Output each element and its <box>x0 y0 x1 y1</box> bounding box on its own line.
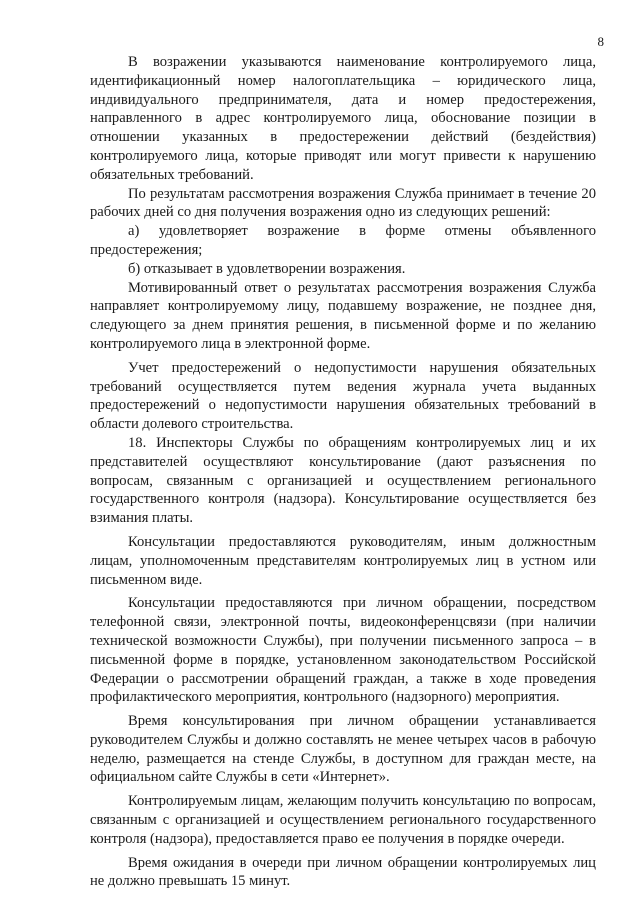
paragraph-decision-a: а) удовлетворяет возражение в форме отмены объявленного предостережения; <box>90 223 596 258</box>
paragraph-consulting-queue: Контролируемым лицам, желающим получить консультацию по вопросам, связанным с организацией и осуществлением регионального государственного контроля (надзора), предоставляется право ее получения в порядке очереди. <box>90 793 596 847</box>
paragraph-decision-b: б) отказывает в удовлетворении возражения. <box>128 260 406 277</box>
paragraph-objection-review: По результатам рассмотрения возражения Служба принимает в течение 20 рабочих дней со дня получения возражения одно из следующих решений: <box>90 185 596 221</box>
document-body <box>90 53 596 891</box>
paragraph-consulting-time: Время консультирования при личном обращении устанавливается руководителем Службы и должно составлять не менее четырех часов в рабочую неделю, размещается на стенде Службы, в доступном для граждан месте, на официальном сайте Службы в сети «Интернет». <box>90 713 596 786</box>
paragraph-warnings-log: Учет предостережений о недопустимости нарушения обязательных требований осуществляется путем ведения журнала учета выданных предостережений о недопустимости нарушения обязательных требований в области долевого строительства. <box>90 359 596 433</box>
paragraph-consulting-methods: Консультации предоставляются при личном обращении, посредством телефонной связи, электронной почты, видеоконференцсвязи (при наличии технической возможности Службы), при получении письменного запроса – в письменной форме в порядке, установленном законодательством Российской Федерации о рассмотрении обращений граждан, а также в ходе проведения профилактического мероприятия, контрольного (надзорного) мероприятия. <box>90 595 596 706</box>
paragraph-objection-content: В возражении указываются наименование контролируемого лица, идентификационный номер налогоплательщика – юридического лица, индивидуального предпринимателя, дата и номер предостережения, направленного в адрес контролируемого лица, обоснование позиции в отношении указанных в предостережении действий (бездействия) контролируемого лица, которые приводят или могут привести к нарушению обязательных требований. <box>90 54 596 183</box>
paragraph-consulting-18: 18. Инспекторы Службы по обращениям контролируемых лиц и их представителей осуществляют консультирование (дают разъяснения по вопросам, связанным с организацией и осуществлением регионального государственного контроля (надзора). Консультирование осуществляется без взимания платы. <box>90 434 596 527</box>
paragraph-consulting-recipients: Консультации предоставляются руководителям, иным должностным лицам, уполномоченным представителям контролируемых лиц в устном или письменном виде. <box>90 533 596 588</box>
paragraph-waiting-time: Время ожидания в очереди при личном обращении контролируемых лиц не должно превышать 15 минут. <box>90 854 596 890</box>
page-number: 8 <box>597 34 604 49</box>
paragraph-reasoned-response: Мотивированный ответ о результатах рассмотрения возражения Служба направляет контролируемому лицу, подавшему возражение, не позднее дня, следующего за днем принятия решения, в письменной форме и по желанию контролируемого лица в электронной форме. <box>90 279 596 352</box>
